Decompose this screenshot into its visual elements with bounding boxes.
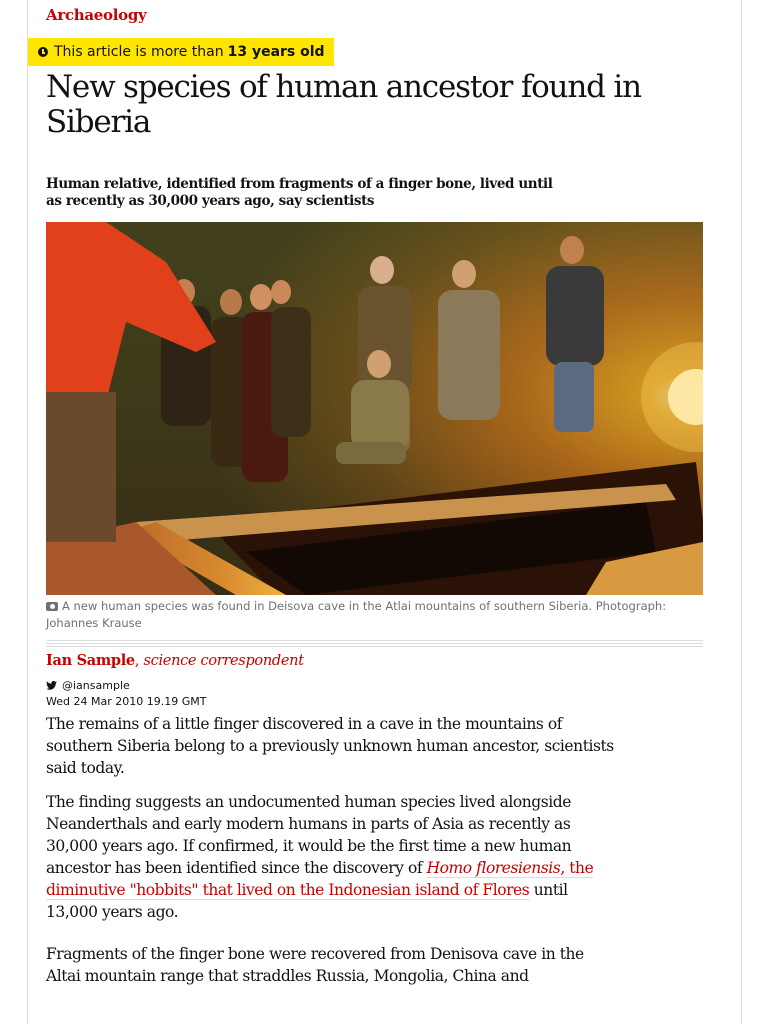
publish-date: Wed 24 Mar 2010 19.19 GMT: [46, 695, 207, 708]
author-role: science correspondent: [143, 653, 304, 669]
age-badge-age: 13 years old: [227, 44, 325, 60]
hero-image[interactable]: [46, 222, 703, 595]
twitter-handle: @iansample: [62, 679, 130, 692]
cave-excavation-photo: [46, 222, 703, 595]
article-headline: New species of human ancestor found in Siberia: [46, 69, 641, 140]
image-caption: [46, 598, 706, 632]
homo-floresiensis-link-rest: , the diminutive "hobbits" that lived on the Indonesian island of Flores: [46, 859, 594, 899]
byline: [46, 652, 304, 669]
article-age-badge: [28, 38, 334, 66]
byline-separator: ,: [134, 653, 140, 669]
body-paragraph-3: Fragments of the finger bone were recovered from Denisova cave in the Altai mountain range that straddles Russia, Mongolia, China and: [46, 945, 584, 985]
article-standfirst: Human relative, identified from fragments of a finger bone, lived until as recently as 30,000 years ago, say scientists: [46, 176, 553, 209]
body-paragraph-2-tail: until 13,000 years ago.: [46, 881, 568, 921]
clock-icon: [38, 47, 48, 57]
twitter-icon: [46, 681, 57, 690]
byline-divider: [46, 640, 703, 649]
homo-floresiensis-link-em: Homo floresiensis: [426, 859, 561, 877]
section-link-archaeology[interactable]: Archaeology: [46, 6, 147, 24]
body-paragraph-1: The remains of a little finger discovered in a cave in the mountains of southern Siberia belong to a previously unknown human ancestor, scientists said today.: [46, 715, 614, 777]
author-name-link[interactable]: Ian Sample: [46, 652, 135, 669]
image-caption-text: A new human species was found in Deisova cave in the Atlai mountains of southern Siberia. Photograph: Johannes Krause: [46, 599, 667, 630]
camera-icon: [46, 602, 58, 611]
article-body: [46, 713, 621, 999]
body-paragraph-2: [46, 791, 621, 923]
twitter-link[interactable]: [46, 679, 130, 692]
body-paragraph-2-text: The finding suggests an undocumented human species lived alongside Neanderthals and early modern humans in parts of Asia as recently as 30,000 years ago. If confirmed, it would be the first time a new human ancestor has been identified since the discovery of: [46, 793, 572, 877]
age-badge-prefix: This article is more than: [54, 44, 224, 60]
